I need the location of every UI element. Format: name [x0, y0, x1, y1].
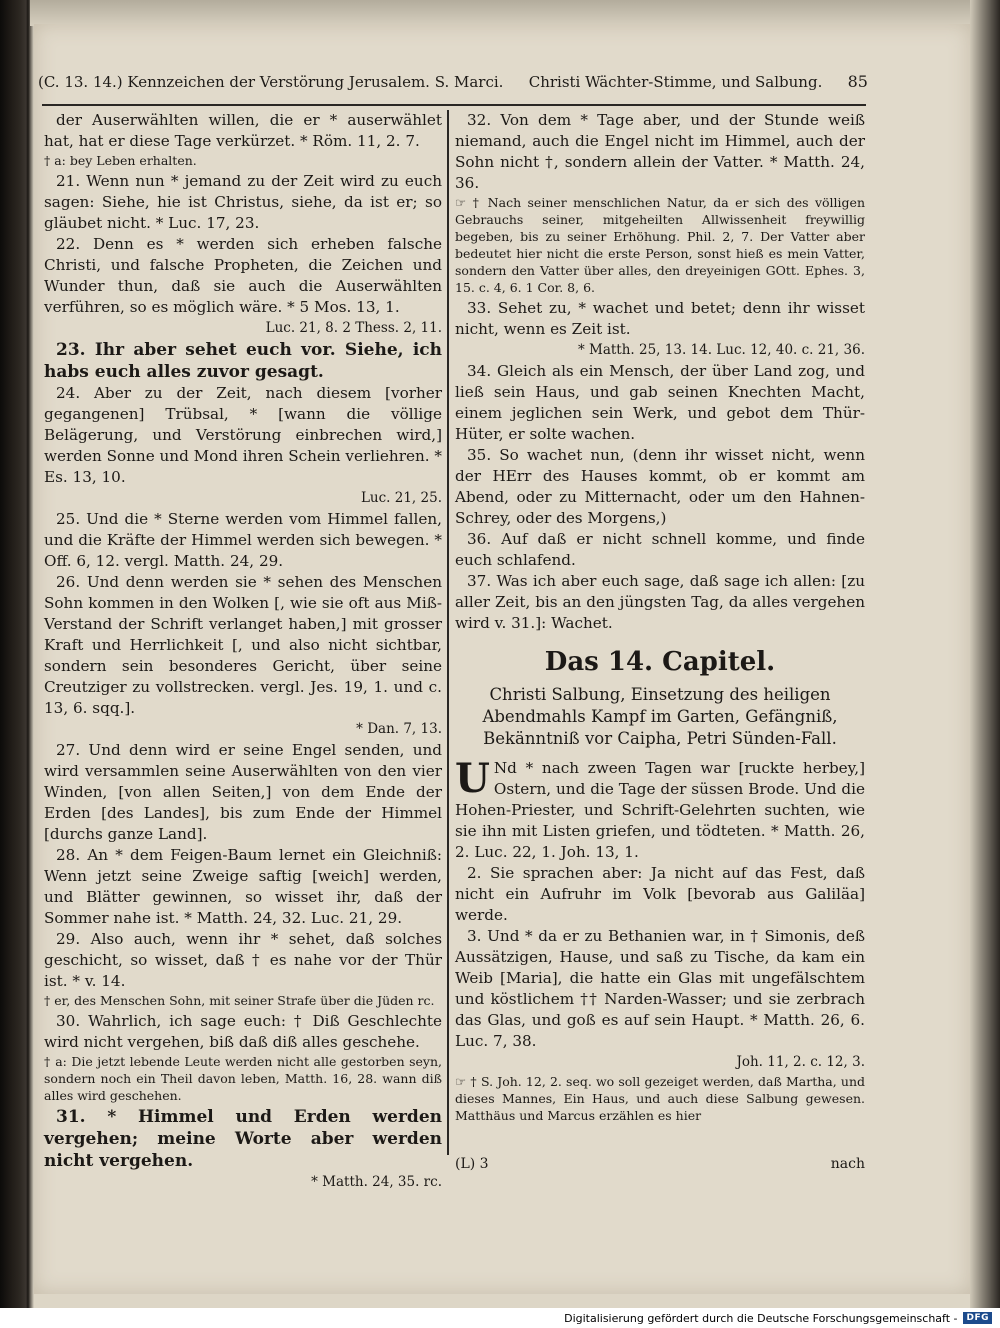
verse: 35. So wachet nun, (denn ihr wisset nicht, wenn der HErr des Hauses kommt, ob er kommt am Abend, oder zu Mitternacht, oder um den Hahnen-Schrey, oder des Morgens,) [455, 446, 865, 527]
right-column-bottom [455, 755, 865, 1124]
verse: 32. Von dem * Tage aber, und der Stunde weiß niemand, auch die Engel nicht im Himmel, auch der Sohn nicht †, sondern allein der Vatter. * Matth. 24, 36. [455, 111, 865, 192]
footnote: ☞ † S. Joh. 12, 2. seq. wo soll gezeiget werden, daß Martha, und dieses Mannes, Ein Haus, und auch diese Salbung gewesen. Matthäus und Marcus erzählen es hier [455, 1074, 865, 1123]
credit-bar [0, 1308, 1000, 1328]
verse: 3. Und * da er zu Bethanien war, in † Simonis, deß Aussätzigen, Hause, und saß zu Tische, da kam ein Weib [Maria], die hatte ein Glas mit ungefälschtem und köstlichem †† Narden-Wasser; und sie zerbrach das Glas, und goß es auf sein Haupt. * Matth. 26, 6. Luc. 7, 38. [455, 927, 865, 1050]
verse: 22. Denn es * werden sich erheben falsche Christi, und falsche Propheten, die Zeichen und Wunder thun, daß sie auch die Auserwählten verführen, so es möglich wäre. * 5 Mos. 13, 1. [44, 235, 442, 316]
verse: 26. Und denn werden sie * sehen des Menschen Sohn kommen in den Wolken [, wie sie oft aus Miß-Verstand der Schrift verlanget haben,] mit grosser Kraft und Herrlichkeit [, und also nicht sichtbar, sondern sein besonderes Gericht, über seine Creutziger zu vollstrecken. vergl. Jes. 19, 1. und c. 13, 6. sqq.]. [44, 573, 442, 717]
verse: 29. Also auch, wenn ihr * sehet, daß solches geschicht, so wisset, daß † es nahe vor der Thür ist. * v. 14. [44, 930, 442, 990]
header-rule [42, 104, 866, 106]
footnote: ☞ † Nach seiner menschlichen Natur, da er sich des völligen Gebrauchs seiner, mitgeheilten Allwissenheit freywillig begeben, bis zu seiner Erhöhung. Phil. 2, 7. Der Vatter aber bedeutet hier nicht die erste Person, sonst hieß es mein Vatter, sondern den Vatter über alles, den dreyeinigen GOtt. Ephes. 3, 15. c. 4, 6. 1 Cor. 8, 6. [455, 195, 865, 295]
verse: 36. Auf daß er nicht schnell komme, und finde euch schlafend. [455, 530, 865, 569]
cross-reference: * Matth. 24, 35. rc. [311, 1174, 442, 1190]
left-column [44, 110, 442, 1193]
verse: der Auserwählten willen, die er * auserwählet hat, hat er diese Tage verkürzet. * Röm. 11, 2. 7. [44, 111, 442, 150]
footnote: † er, des Menschen Sohn, mit seiner Strafe über die Jüden rc. [44, 993, 435, 1008]
running-head-left: (C. 13. 14.) Kennzeichen der Verstörung Jerusalem. S. Marci. [38, 73, 504, 91]
page-right-edge [970, 0, 1000, 1308]
verse: 30. Wahrlich, ich sage euch: † Diß Geschlechte wird nicht vergehen, biß daß diß alles geschehe. [44, 1012, 442, 1051]
right-column [455, 110, 865, 1126]
cross-reference: * Matth. 25, 13. 14. Luc. 12, 40. c. 21, 36. [577, 342, 865, 358]
verse: 37. Was ich aber euch sage, daß sage ich allen: [zu aller Zeit, bis an den jüngsten Tag, da alles vergehen wird v. 31.]: Wachet. [455, 572, 865, 632]
verse: 34. Gleich als ein Mensch, der über Land zog, und ließ sein Haus, und gab seinen Knechten Macht, einem jeglichen sein Werk, und gebot dem Thür-Hüter, er solte wachen. [455, 362, 865, 443]
catchword: nach [830, 1156, 865, 1172]
cross-reference: Luc. 21, 25. [360, 490, 442, 506]
dfg-logo: DFG [963, 1312, 992, 1324]
verse: 24. Aber zu der Zeit, nach diesem [vorher gegangenen] Trübsal, * [wann die völlige Belägerung, und Verstörung einbrechen wird,] werden Sonne und Mond ihren Schein verliehren. * Es. 13, 10. [44, 384, 442, 486]
column-divider [447, 110, 449, 1155]
verse-emphasis: 31. * Himmel und Erden werden vergehen; meine Worte aber werden nicht vergehen. [44, 1107, 442, 1171]
running-head [38, 72, 868, 104]
verse: 21. Wenn nun * jemand zu der Zeit wird zu euch sagen: Siehe, hie ist Christus, siehe, da ist er; so gläubet nicht. * Luc. 17, 23. [44, 172, 442, 232]
verse: 25. Und die * Sterne werden vom Himmel fallen, und die Kräfte der Himmel werden sich bewegen. * Off. 6, 12. vergl. Matth. 24, 29. [44, 510, 442, 570]
cross-reference: Joh. 11, 2. c. 12, 3. [736, 1054, 865, 1070]
drop-cap: U [455, 755, 490, 802]
cross-reference: Luc. 21, 8. 2 Thess. 2, 11. [265, 320, 442, 336]
chapter-summary: Christi Salbung, Einsetzung des heiligen Abendmahls Kampf im Garten, Gefängniß, Bekänntniß vor Caipha, Petri Sünden-Fall. [482, 685, 838, 748]
verse: 33. Sehet zu, * wachet und betet; denn ihr wisset nicht, wenn es Zeit ist. [455, 299, 865, 338]
page-top-edge [30, 0, 970, 26]
verse: 28. An * dem Feigen-Baum lernet ein Gleichniß: Wenn jetzt seine Zweige saftig [weich] werden, und Blätter gewinnen, so wisset ihr, daß der Sommer nahe ist. * Matth. 24, 32. Luc. 21, 29. [44, 846, 442, 927]
footnote: † a: Die jetzt lebende Leute werden nicht alle gestorben seyn, sondern noch ein Theil davon leben, Matth. 16, 28. wann diß alles wird geschehen. [44, 1054, 442, 1103]
page-footer [455, 1156, 865, 1172]
verse: 27. Und denn wird er seine Engel senden, und wird versammlen seine Auserwählten von den vier Winden, [von allen Seiten,] von dem Ende der Erden [des Landes], bis zum Ende der Himmel [durchs ganze Land]. [44, 741, 442, 843]
cross-reference: * Dan. 7, 13. [356, 721, 442, 737]
verse: 2. Sie sprachen aber: Ja nicht auf das Fest, daß nicht ein Aufruhr im Volk [bevorab aus Galiläa] werde. [455, 864, 865, 924]
credit-text: Digitalisierung gefördert durch die Deutsche Forschungsgemeinschaft - [564, 1311, 958, 1325]
page-number: 85 [847, 72, 868, 91]
verse-opening [455, 755, 865, 863]
chapter-title: Das 14. Capitel. [544, 647, 776, 677]
verse-text: Nd * nach zween Tagen war [ruckte herbey,] Ostern, und die Tage der süssen Brode. Und die Hohen-Priester, und Schrift-Gelehrten suchten, wie sie ihn mit Listen griefen, und tödteten. * Matth. 26, 2. Luc. 22, 1. Joh. 13, 1. [455, 759, 865, 861]
footnote: † a: bey Leben erhalten. [44, 153, 197, 168]
verse-emphasis: 23. Ihr aber sehet euch vor. Siehe, ich habs euch alles zuvor gesagt. [44, 340, 442, 382]
right-column-top [455, 110, 865, 634]
signature-mark: (L) 3 [455, 1156, 489, 1172]
running-head-right: Christi Wächter-Stimme, und Salbung. [528, 73, 823, 91]
